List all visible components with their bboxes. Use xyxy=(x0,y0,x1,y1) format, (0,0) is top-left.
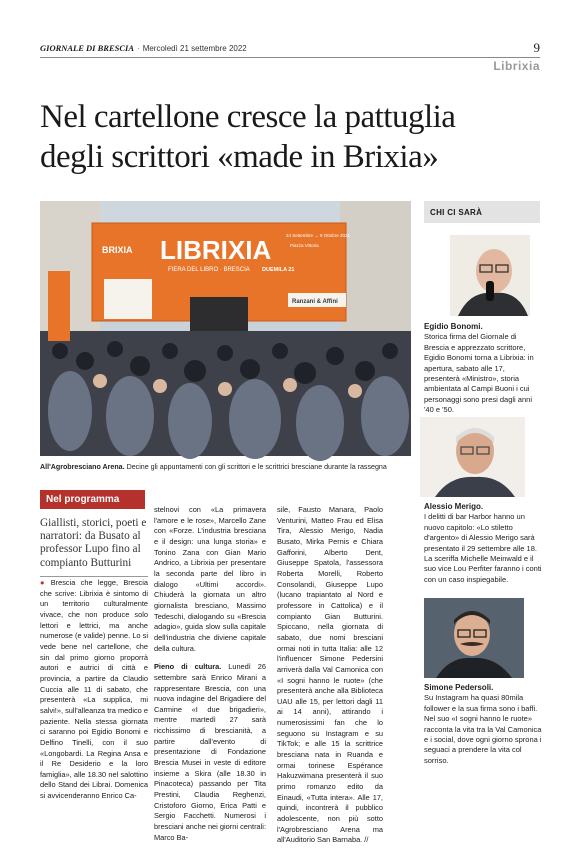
body-text: Brescia che legge, Brescia che scrive: Librixia è sintomo di un territorio culturalmente vivace, che non produce solo lettori e lettrici, ma anche numerose (e valide) penne. Lo si vede bene nel cartellone, che sin dal primo giorno proporrà autori e autrici di città e provincia, a partire da Claudio Cuccia alle 11 di sabato, che presenterà «La supplica, mi salvi!», sull'alleanza tra medico e paziente. Nella stessa giornata ci saranno poi Egidio Bonomi e Delfino Tinelli, con il suo «Longobardi. La Regina Ansa e il Re Desiderio e la loro famiglia», alle 18.30 nel salottino dello Stand dei Librai. Domenica si avvicenderanno Enrico Ca- xyxy=(40,578,148,801)
banner-dates-text: 24 Settembre → 9 Ottobre 2021 xyxy=(286,233,351,238)
body-text: stelnovi con «La primavera l'amore e le rose», Marcello Zane con «Forze. L'industria bresciana e il design: una lunga storia» e Tonino Zana con Gian Mario Andrico, a Librixia per presentare la seconda parte del libro in dialogo «Ultimi accordi». Chiuderà la giornata un altro giornalista bresciano, Massimo Tedeschi, dialogando su «Brescia adagio», guida slow sulla capitale dell'industria che diviene capitale della cultura. xyxy=(154,505,266,653)
caption-lead: All'Agrobresciano Arena. xyxy=(40,463,125,471)
banner-edition-text: DUEMILA 21 xyxy=(262,267,295,273)
bio-name: Simone Pedersoli. xyxy=(424,683,494,692)
bio-text: I delitti di bar Harbor hanno un nuovo capitolo: «Lo stiletto d'argento» di Alessio Merigo sarà presentato il 29 settembre alle 18. La sceriffa Michelle Meinwald e il suo vice Lou Perfiter faranno i conti con un caso inspiegabile. xyxy=(424,512,542,584)
body-text: sile, Fausto Manara, Paolo Venturini, Matteo Frau ed Elisa Tira, Alessio Merigo, Nadia Busato, Mirka Pernis e Chiara Gafforini, Alberto Dent, Giuseppe Spatola, l'assessora Roberta Morelli, Roberto Consolandi, Giuseppe Lupo (lucano trapiantato al Nord e professore in Cattolica) e il compianto Gian Butturini. Spiccano, nella giornata di sabato, due nomi bresciani ormai noti in tutta Italia: alle 12 l'influencer Simone Pedersini arriverà dalla Val Camonica con «I sogni hanno le ruote» (che presenterà anche alla Biblioteca UAU alle 15, per lettori dagli 11 ai 14 anni), attirando i numerosissimi fan che lo seguono su Instagram e su TikTok; e alle 15 la scrittrice bresciana nata in Ruanda e ormai torinese Espérance Hakuzwimana presenterà il suo primo romanzo edito da Einaudi, «Tutta intera». Alle 17, quindi, incontrerà il pubblico adolescente, non più sotto l'Agrobresciano Arena ma all'Auditorio San Barnaba. // xyxy=(277,505,383,845)
section-label: Librixia xyxy=(493,59,540,73)
deck-rule xyxy=(40,576,148,577)
bio-merigo xyxy=(424,502,542,585)
event-photo-illustration xyxy=(40,201,411,456)
header-separator: · xyxy=(137,44,140,53)
bio-name: Egidio Bonomi. xyxy=(424,322,483,331)
body-column-1 xyxy=(40,578,148,810)
photo-caption xyxy=(40,462,412,472)
article-deck: Giallisti, storici, poeti e narratori: da Busato al professor Lupo fino al compianto Butturini xyxy=(40,517,147,569)
bio-text: Su Instagram ha quasi 80mila follower e la sua firma sono i baffi. Nel suo «I sogni hanno le ruote» racconta la vita tra la Val Camonica e i social, dove ogni giorno sprona i seguaci a prendere la vita col sorriso. xyxy=(424,693,542,765)
banner-sponsor-text: Ranzani & Affini xyxy=(292,299,338,305)
sidebar-title: CHI CI SARÀ xyxy=(424,201,540,223)
headline-line-1: Nel cartellone cresce la pattuglia xyxy=(40,99,456,135)
body-column-2 xyxy=(154,505,266,851)
portrait-pedersoli xyxy=(424,598,524,678)
event-photo xyxy=(40,201,411,456)
header-rule xyxy=(40,57,540,58)
article-headline xyxy=(40,97,540,177)
banner-left-text: BRIXIA xyxy=(102,245,133,255)
subhead: Pieno di cultura. xyxy=(154,662,222,672)
banner-brand-text: LIBRIXIA xyxy=(160,235,272,265)
headline-line-2: degli scrittori «made in Brixia» xyxy=(40,139,439,175)
newspaper-name: GIORNALE DI BRESCIA xyxy=(40,43,135,53)
body-column-3 xyxy=(277,505,383,854)
bullet-icon: ● xyxy=(40,578,48,587)
page-number: 9 xyxy=(533,40,540,55)
body-text: Lunedì 26 settembre sarà Enrico Mirani a rappresentare Brescia, con una nuova indagine del Brigadiere del Carmine «I due brigadieri», mentre martedì 27 sarà ricchissimo di brescianità, a partire dall'evento di presentazione di Fondazione Brescia Musei in veste di editore insieme a Skira (alle 18.30 in Pinacoteca) passando per Tita Prestini, Claudia Reghenzi, Cristoforo Giorno, Erica Patti e Sergio Facchetti. Numerosi i bresciani anche nei giorni centrali: Marco Ba- xyxy=(154,662,266,842)
portrait-merigo xyxy=(420,417,525,497)
program-tag: Nel programma xyxy=(40,490,145,509)
bio-text: Storica firma del Giornale di Brescia e apprezzato scrittore, Egidio Bonomi torna a Librixia: in apertura, sabato alle 17, presenterà «Ministro», storia ambientata al Campi Buoni i cui personaggi sono presi dagli anni '40 e '50. xyxy=(424,332,534,415)
issue-date: Mercoledì 21 settembre 2022 xyxy=(142,44,247,53)
bio-pedersoli xyxy=(424,683,542,766)
page-header xyxy=(40,40,540,57)
bio-bonomi xyxy=(424,322,542,416)
banner-place-text: Piazza Vittoria xyxy=(290,243,319,248)
caption-text: Decine gli appuntamenti con gli scrittori e le scrittrici bresciane durante la rassegna xyxy=(124,463,387,471)
banner-sub-text: FIERA DEL LIBRO · BRESCIA xyxy=(168,267,250,273)
portrait-bonomi xyxy=(450,235,530,316)
bio-name: Alessio Merigo. xyxy=(424,502,484,511)
